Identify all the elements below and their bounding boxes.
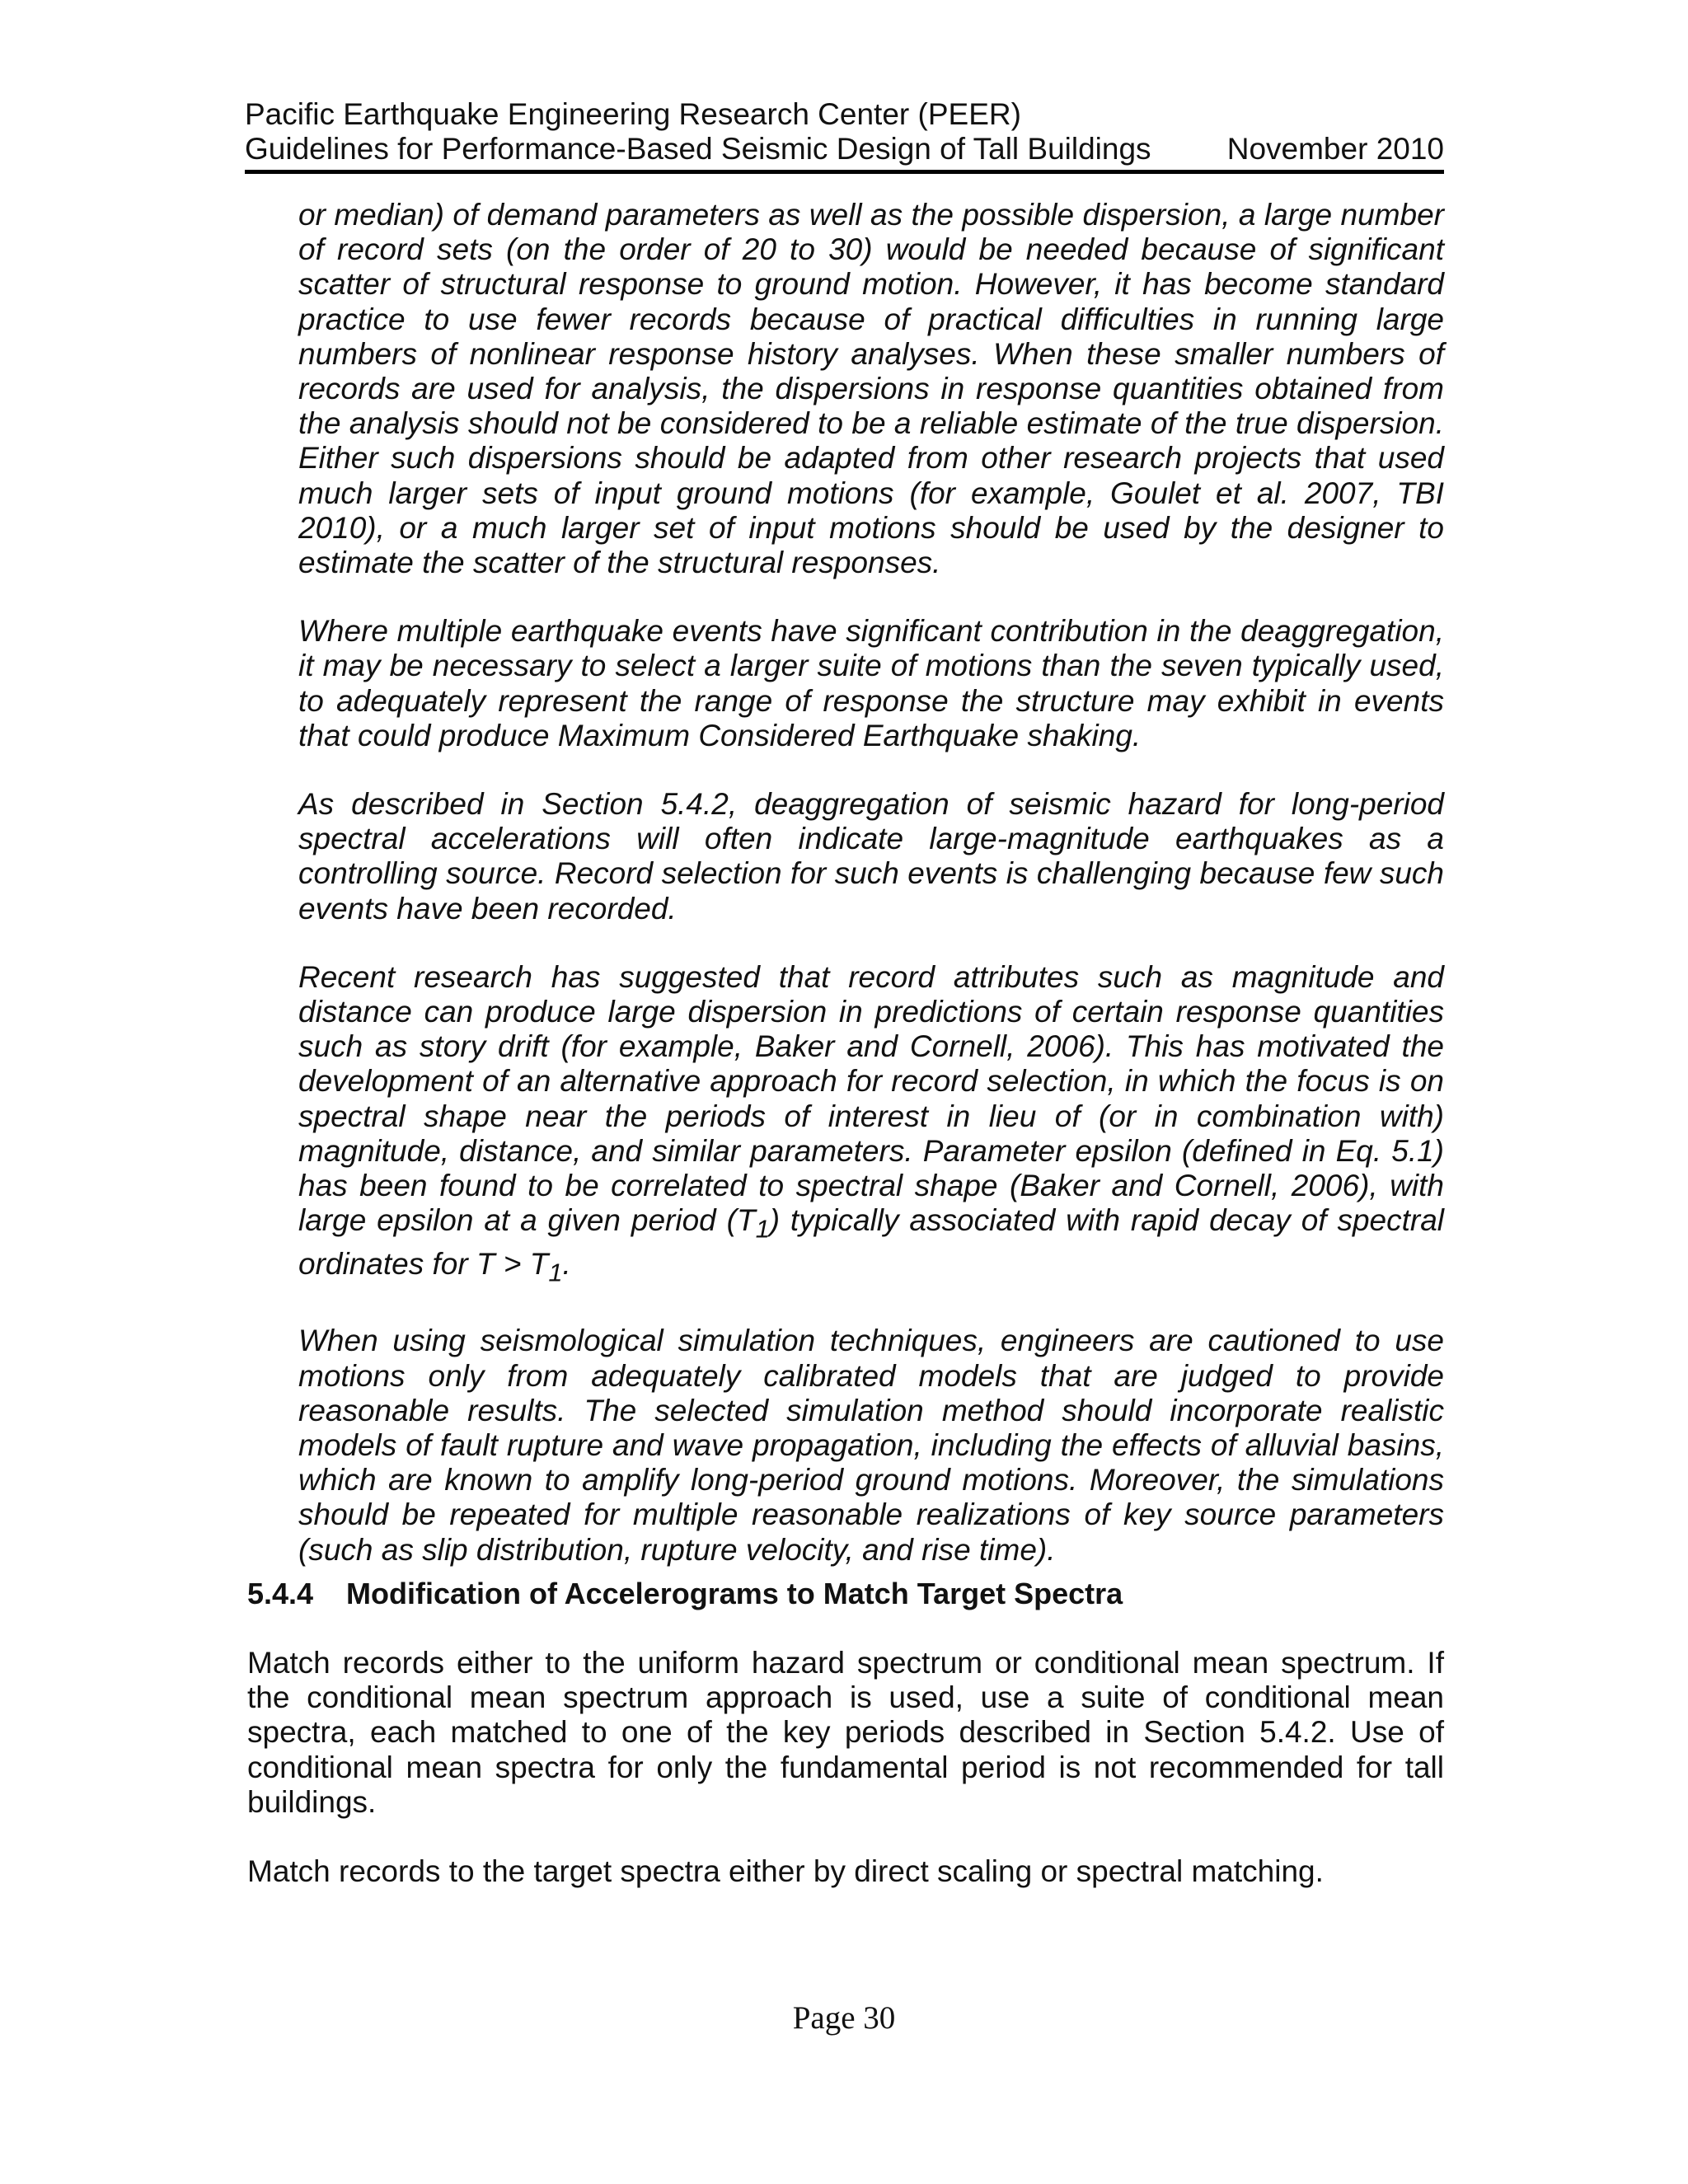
commentary-paragraph-4-part1: Recent research has suggested that record attributes such as magnitude and distance can produce large dispersion in predictions of certain response quantities such as story drift (for example, Baker and Cornell, 2006). This has motivated the development of an alternative approach for record selection, in which the focus is on spectral shape near the periods of interest in lieu of (or in combination with) magnitude, distance, and similar parameters. Parameter epsilon (defined in Eq. 5.1) has been found to be correlated to spectral shape (Baker and Cornell, 2006), with large epsilon at a given period (T (298, 959, 1444, 1238)
section-number: 5.4.4 (247, 1577, 314, 1610)
commentary-paragraph-1: or median) of demand parameters as well as the possible dispersion, a large number of record sets (on the order of 20 to 30) would be needed because of significant scatter of structural response to ground motion. However, it has become standard practice to use fewer records because of practical difficulties in running large numbers of nonlinear response history analyses. When these smaller numbers of records are used for analysis, the dispersions in response quantities obtained from the analysis should not be considered to be a reliable estimate of the true dispersion. Either such dispersions should be adapted from other research projects that used much larger sets of input ground motions (for example, Goulet et al. 2007, TBI 2010), or a much larger set of input motions should be used by the designer to estimate the scatter of the structural responses. (298, 198, 1444, 580)
commentary-block (298, 198, 1444, 1568)
body-paragraph-1: Match records either to the uniform hazard spectrum or conditional mean spectrum. If the conditional mean spectrum approach is used, use a suite of conditional mean spectra, each matched to one of the key periods described in Section 5.4.2. Use of conditional mean spectra for only the fundamental period is not recommended for tall buildings. (247, 1646, 1444, 1819)
commentary-paragraph-4-part3: . (562, 1246, 571, 1281)
body-text-block (247, 1646, 1444, 1924)
subscript-2: 1 (548, 1258, 563, 1287)
header-organization: Pacific Earthquake Engineering Research Center (PEER) (245, 97, 1021, 131)
header-date: November 2010 (1226, 132, 1444, 166)
section-title: Modification of Accelerograms to Match Target Spectra (346, 1577, 1123, 1610)
commentary-paragraph-4-part2: ) typically associated with rapid decay of spectral ordinates for T > T (298, 1203, 1444, 1281)
page-number: Page 30 (792, 2000, 896, 2036)
header-document-title: Guidelines for Performance-Based Seismic Design of Tall Buildings (245, 132, 1151, 166)
page-header (245, 97, 1444, 174)
body-paragraph-2: Match records to the target spectra either by direct scaling or spectral matching. (247, 1854, 1324, 1889)
commentary-paragraph-4 (298, 960, 1444, 1291)
commentary-paragraph-2: Where multiple earthquake events have significant contribution in the deaggregation, it may be necessary to select a larger suite of motions than the seven typically used, to adequately represent the range of response the structure may exhibit in events that could produce Maximum Considered Earthquake shaking. (298, 614, 1444, 752)
header-title-row (245, 132, 1444, 166)
subscript-1: 1 (755, 1214, 770, 1244)
commentary-paragraph-3: As described in Section 5.4.2, deaggregation of seismic hazard for long-period spectral accelerations will often indicate large-magnitude earthquakes as a controlling source. Record selection for such events is challenging because few such events have been recorded. (298, 787, 1444, 926)
section-heading (247, 1577, 1123, 1611)
commentary-paragraph-5: When using seismological simulation techniques, engineers are cautioned to use motions only from adequately calibrated models that are judged to provide reasonable results. The selected simulation method should incorporate realistic models of fault rupture and wave propagation, including the effects of alluvial basins, which are known to amplify long-period ground motions. Moreover, the simulations should be repeated for multiple reasonable realizations of key source parameters (such as slip distribution, rupture velocity, and rise time). (298, 1324, 1444, 1567)
